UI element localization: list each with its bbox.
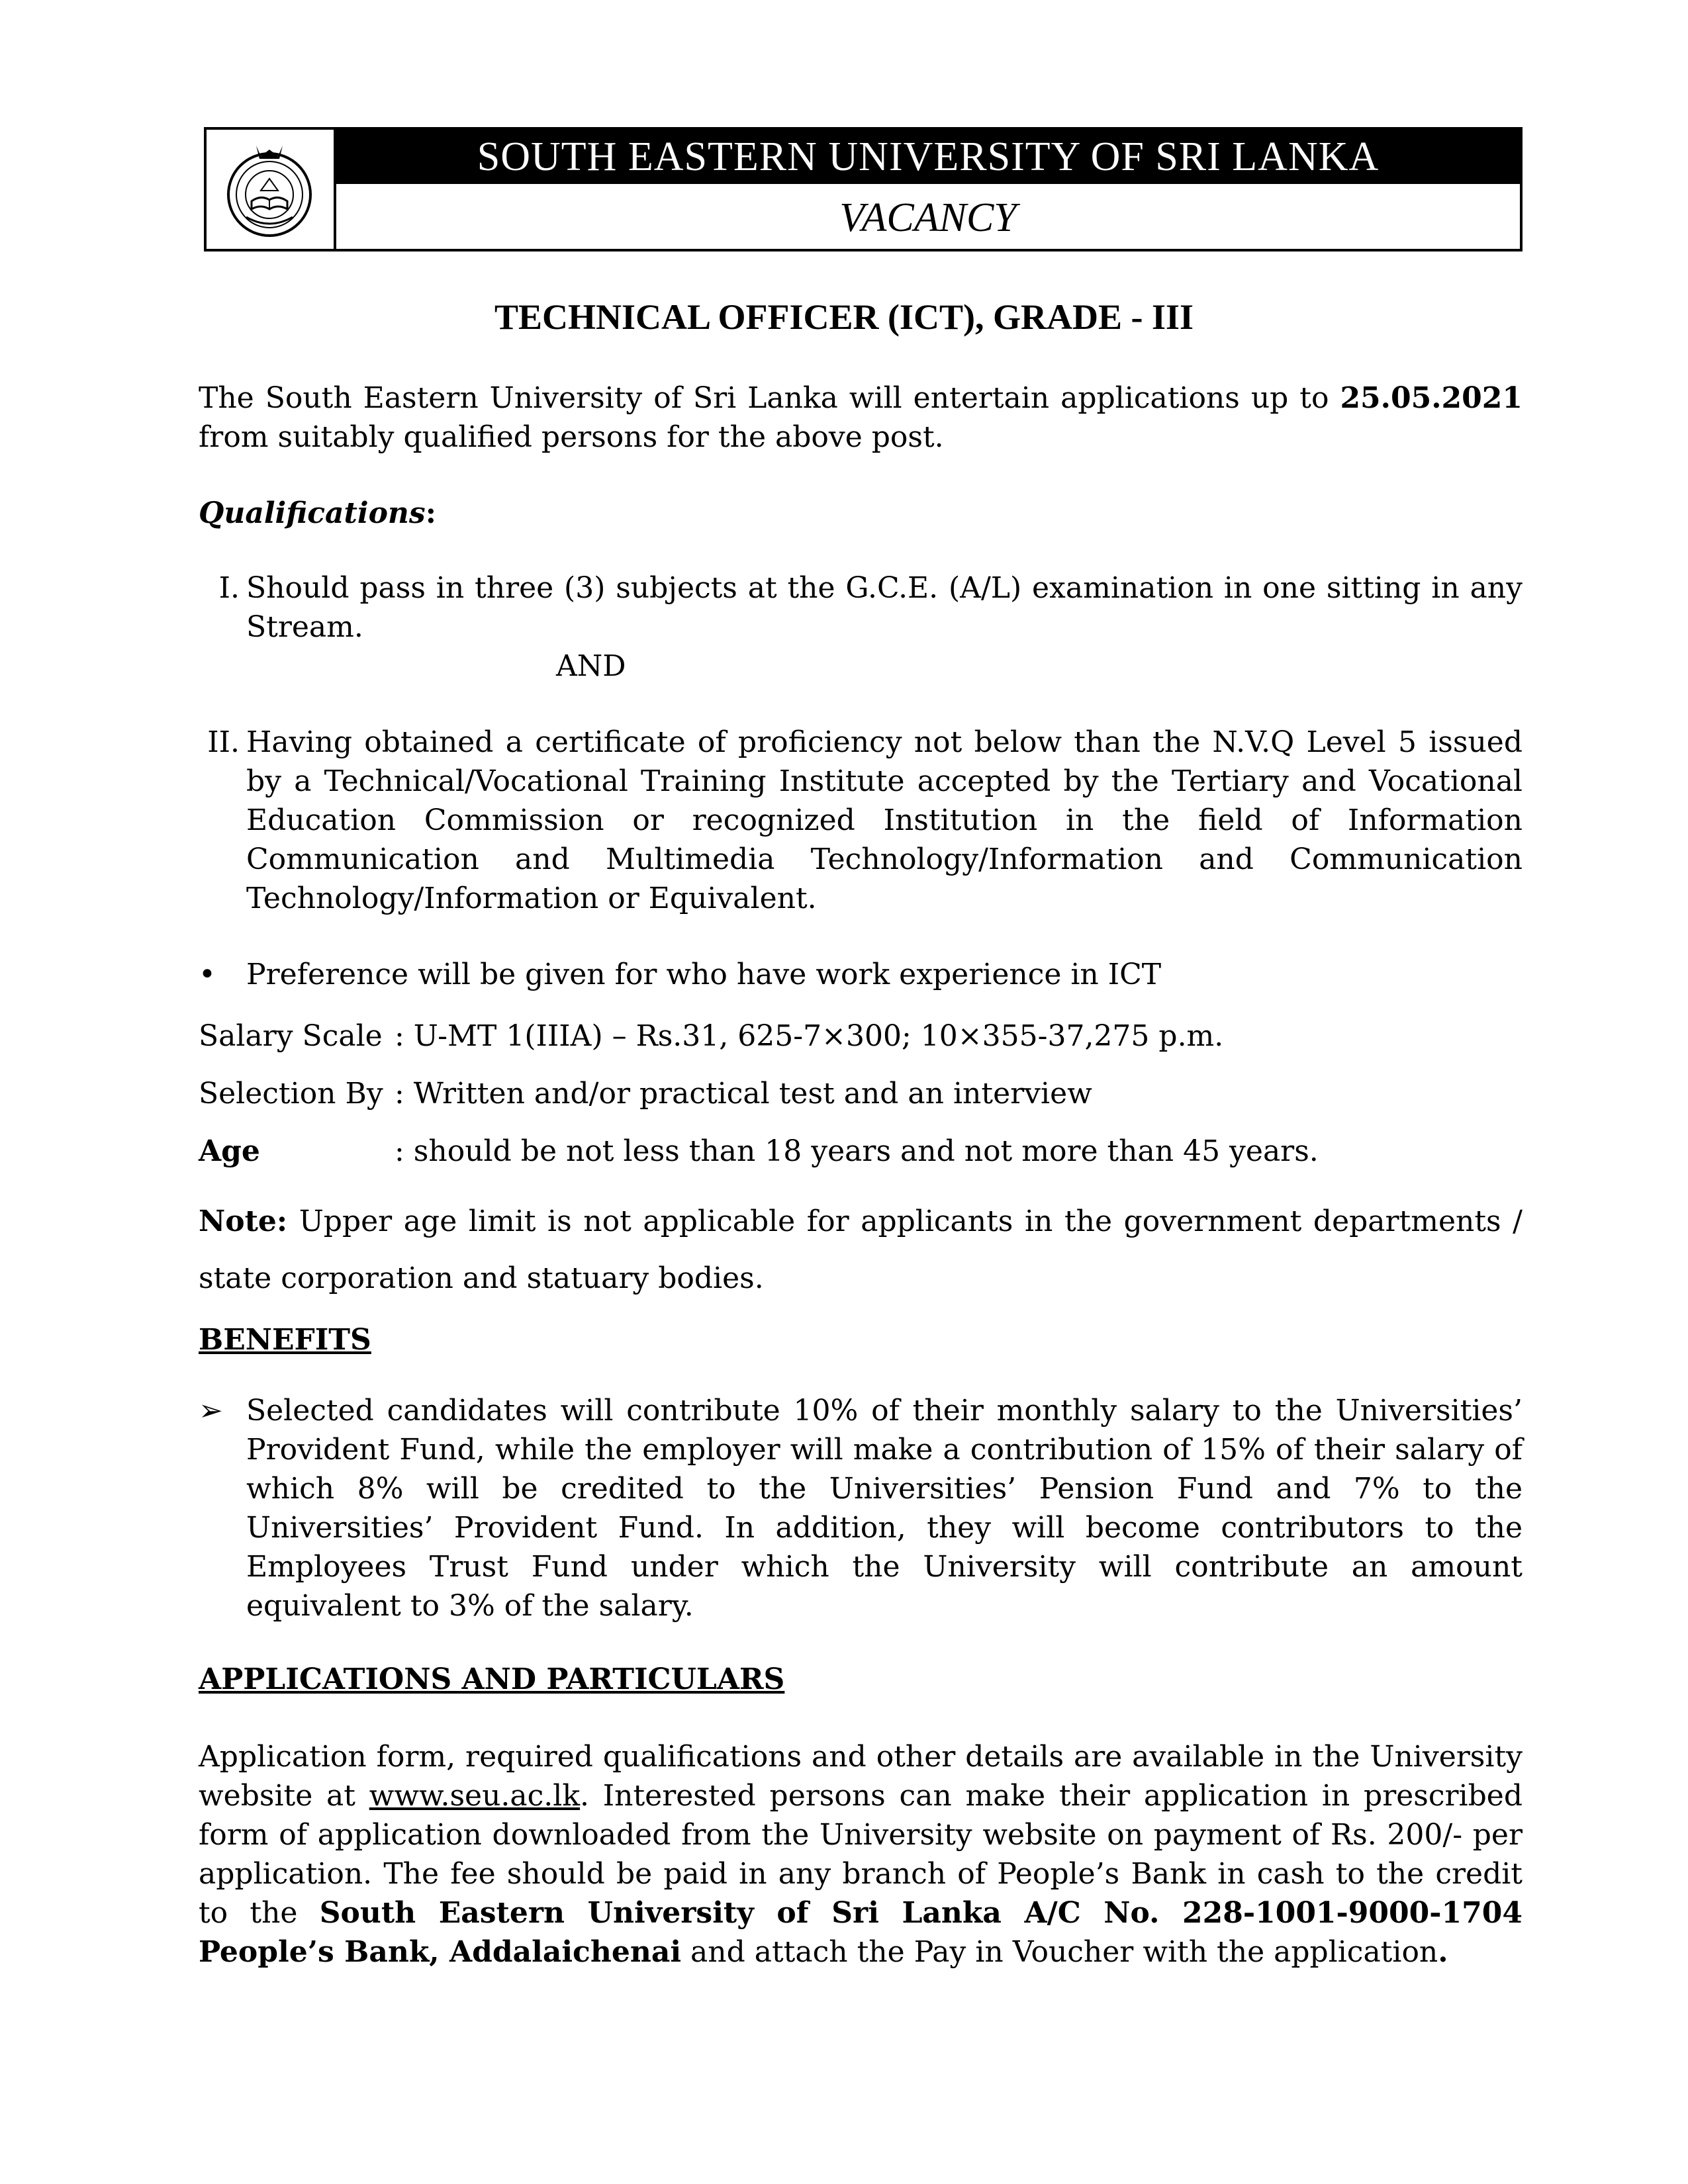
age-label: Age [199,1134,260,1168]
university-seal-icon [220,138,319,241]
document-body [199,379,1523,1972]
bullet-icon: • [199,958,216,991]
qualification-item [199,723,1523,918]
closing-date: 25.05.2021 [1340,381,1523,415]
vacancy-subtitle: VACANCY [839,195,1017,240]
selection-row [199,1074,1523,1113]
and-connector: AND [556,649,626,683]
preference-text: Preference will be given for who have work experience in ICT [246,958,1162,991]
applications-heading: APPLICATIONS AND PARTICULARS [199,1662,785,1696]
salary-scale-value: : U-MT 1(IIIA) – Rs.31, 625-7×300; 10×355-37,275 p.m. [395,1019,1224,1053]
university-title-bar [336,130,1520,184]
qualification-text: Having obtained a certificate of proficiency not below than the N.V.Q Level 5 issued by a Technical/Vocational Training Institute accepted by the Tertiary and Vocational Education Commission or recognized Institution in the field of Information Communication and Multimedia Technology/Information and Communication Technology/Information or Equivalent. [246,725,1523,915]
bank-account-details: South Eastern University of Sri Lanka A/C No. 228-1001-9000-1704 People’s Bank, Addalaichenai [199,1896,1523,1969]
preference-item [199,955,1523,994]
intro-paragraph [199,379,1523,457]
note-label: Note: [199,1205,288,1238]
qualification-number: II. [207,725,240,759]
applications-end-period: . [1438,1935,1448,1969]
note-text: Upper age limit is not applicable for applicants in the government departments / state corporation and statuary bodies. [199,1205,1523,1295]
qualification-number: I. [218,571,240,605]
salary-scale-label: Salary Scale [199,1019,383,1053]
selection-value: : Written and/or practical test and an interview [395,1077,1092,1111]
qualifications-heading-colon: : [425,496,436,530]
intro-text-end: from suitably qualified persons for the above post. [199,420,944,454]
benefit-item [199,1391,1523,1625]
age-row [199,1132,1523,1171]
salary-scale-row [199,1017,1523,1056]
qualification-text: Should pass in three (3) subjects at the G.C.E. (A/L) examination in one sitting in any Stream. [246,571,1523,644]
website-link[interactable]: www.seu.ac.lk [369,1779,581,1813]
university-name: SOUTH EASTERN UNIVERSITY OF SRI LANKA [477,134,1380,179]
qualifications-heading [199,494,1523,533]
note-paragraph [199,1193,1523,1307]
logo-cell [207,130,336,249]
benefit-text: Selected candidates will contribute 10% of their monthly salary to the Universities’ Provident Fund, while the employer will make a contribution of 15% of their salary of which 8% will be credited to the Universities’ Pension Fund and 7% to the Universities’ Provident Fund. In addition, they will become contributors to the Employees Trust Fund under which the University will contribute an amount equivalent to 3% of the salary. [246,1394,1523,1623]
applications-paragraph [199,1737,1523,1972]
post-title: TECHNICAL OFFICER (ICT), GRADE - III [494,297,1194,337]
intro-text-start: The South Eastern University of Sri Lanka will entertain applications up to [199,381,1340,415]
applications-text-2: . Interested persons can make their application in prescribed form of application downloaded from the University website on payment of Rs. 200/- per application. The fee should be paid in any branch of People’s Bank in cash to the credit to the [199,1779,1523,1930]
age-value: : should be not less than 18 years and not more than 45 years. [395,1134,1319,1168]
arrow-bullet-icon: ➢ [199,1394,223,1428]
qualification-item [199,569,1523,647]
qualifications-heading-text: Qualifications [199,496,426,530]
applications-text-1: Application form, required qualifications and other details are available in the University website at [199,1740,1523,1813]
selection-label: Selection By [199,1077,383,1111]
applications-text-3: and attach the Pay in Voucher with the application [681,1935,1438,1969]
benefits-heading: BENEFITS [199,1323,371,1357]
header-box [204,127,1523,251]
